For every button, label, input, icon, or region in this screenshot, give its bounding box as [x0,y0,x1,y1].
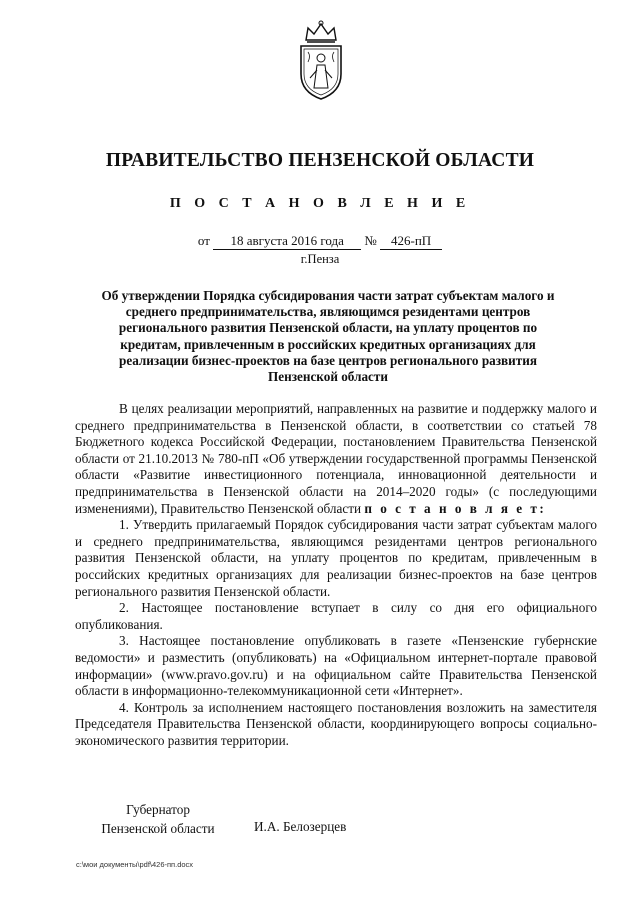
signature-role [88,800,228,838]
document-type: П О С Т А Н О В Л Е Н И Е [169,196,471,211]
preamble-text: В целях реализации мероприятий, направленных на развитие и поддержку малого и среднего предпринимательства в Пензенской области, в соответствии со статьей 78 Бюджетного кодекса Российской Федерации, постановлением Правительства Пензенской области от 21.10.2013 № 780-пП «Об утверждении государственной программы Пензенской области «Развитие инвестиционного потенциала, инновационной деятельности и предпринимательства в Пензенской области на 2014–2020 годы» (с последующими изменениями), Правительство Пензенской области [75,401,597,516]
date-number-line [0,233,640,250]
signature-role-line-1: Губернатор [126,802,190,817]
signatory-name: И.А. Белозерцев [254,819,347,834]
number-prefix: № [364,233,377,248]
decree-item-3: 3. Настоящее постановление опубликовать в газете «Пензенские губернские ведомости» и разместить (опубликовать) на «Официальном интернет-портале правовой информации» (www.pravo.gov.ru) и на официальном сайте Правительства Пензенской области в информационно-телекоммуникационной сети «Интернет». [75,633,597,699]
coat-of-arms-icon [294,18,348,102]
city: г.Пенза [300,252,340,266]
signature-role-line-2: Пензенской области [101,821,215,836]
document-number: 426-пП [380,233,442,250]
decree-item-4: 4. Контроль за исполнением настоящего постановления возложить на заместителя Председателя Правительства Пензенской области, координирующего вопросы социально-экономического развития территории. [75,699,597,748]
organization-title: ПРАВИТЕЛЬСТВО ПЕНЗЕНСКОЙ ОБЛАСТИ [105,150,535,171]
date-prefix: от [197,233,210,248]
footer-file-path: c:\мои документы\pdf\426-пп.docx [76,860,194,869]
decree-word: п о с т а н о в л я е т: [364,500,547,516]
decree-item-1: 1. Утвердить прилагаемый Порядок субсидирования части затрат субъектам малого и среднего предпринимательства, являющимся резидентами центров регионального развития Пензенской области, на уплату процентов по кредитам, привлеченным в российских кредитных организациях для реализации бизнес-проектов на базе центров регионального развития Пензенской области. [75,517,597,599]
preamble-paragraph [75,401,597,517]
document-subject: Об утверждении Порядка субсидирования части затрат субъектам малого и среднего предпринимательства, являющимся резидентами центров регионального развития Пензенской области, на уплату процентов по кредитам, привлеченным в российских кредитных организациях для реализации бизнес-проектов на базе центров регионального развития Пензенской области [101,288,555,385]
decree-item-2: 2. Настоящее постановление вступает в силу со дня его официального опубликования. [75,600,597,632]
document-body [75,401,597,749]
document-date: 18 августа 2016 года [213,233,361,250]
